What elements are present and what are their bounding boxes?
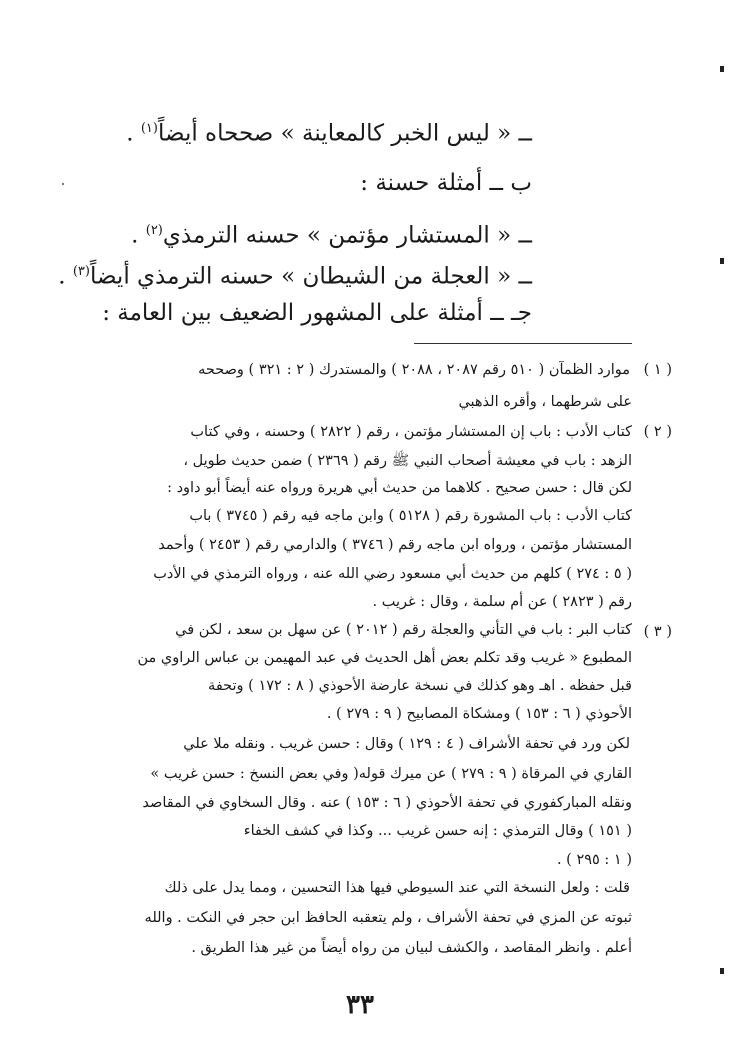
main-line-3-end: . <box>131 222 139 249</box>
closing-line-3: أعلم . وانظر المقاصد ، والكشف لبيان من رواه أيضاً من غير هذا الطريق . <box>191 940 632 956</box>
footnote-2-line-6: ( ٥ : ٢٧٤ ) كلهم من حديث أبي مسعود رضي الله عنه ، ورواه الترمذي في الأدب <box>153 566 632 582</box>
page-edge-mark-bottom <box>720 968 724 974</box>
scan-speck <box>62 183 64 185</box>
footnote-3-line-3: قبل حفظه . اهـ وهو كذلك في نسخة عارضة الأحوذي ( ٨ : ١٧٢ ) وتحفة <box>208 678 632 694</box>
footnote-1-line-2: على شرطهما ، وأقره الذهبي <box>458 394 632 410</box>
main-line-2 <box>360 166 532 200</box>
footnote-number-3: ( ٣ ) <box>643 624 672 640</box>
page-number: ٣٣ <box>346 990 374 1020</box>
footnote-3-line-8: ( ١٥١ ) وقال الترمذي : إنه حسن غريب ... وكذا في كشف الخفاء <box>243 823 632 839</box>
main-line-1 <box>126 112 532 151</box>
footnote-3-line-5: لكن ورد في تحفة الأشراف ( ٤ : ١٢٩ ) وقال : حسن غريب . ونقله ملا علي <box>183 736 630 752</box>
footnote-2-line-3: لكن قال : حسن صحيح . كلاهما من حديث أبي هريرة ورواه عنه أيضاً أبو داود : <box>167 480 632 496</box>
main-line-4-end: . <box>58 263 66 290</box>
page-edge-mark-middle <box>720 258 724 264</box>
footnote-3-line-7: ونقله المباركفوري في تحفة الأحوذي ( ٦ : ١٥٣ ) عنه . وقال السخاوي في المقاصد <box>142 795 632 811</box>
footnote-2-line-5: المستشار مؤتمن ، ورواه ابن ماجه رقم ( ٣٧٤٦ ) والدارمي رقم ( ٢٤٥٣ ) وأحمد <box>158 537 632 553</box>
main-line-4 <box>58 255 532 294</box>
main-line-4-text: ــ « العجلة من الشيطان » حسنه الترمذي أيضاً <box>89 263 532 290</box>
footnote-2-line-4: كتاب الأدب : باب المشورة رقم ( ٥١٢٨ ) وابن ماجه فيه رقم ( ٣٧٤٥ ) باب <box>189 508 632 524</box>
footnote-3-line-4: الأحوذي ( ٦ : ١٥٣ ) ومشكاة المصابيح ( ٩ : ٢٧٩ ) . <box>326 706 632 722</box>
footnote-separator <box>414 343 632 344</box>
footnote-2-line-7: رقم ( ٢٨٢٣ ) عن أم سلمة ، وقال : غريب . <box>372 594 632 610</box>
main-line-5-text: جـ ــ أمثلة على المشهور الضعيف بين العامة : <box>102 300 532 326</box>
page-edge-mark-top <box>720 66 724 72</box>
footnote-3-line-6: القاري في المرقاة ( ٩ : ٢٧٩ ) عن ميرك قوله( وفي بعض النسخ : حسن غريب » <box>150 766 632 782</box>
main-line-3-text: ــ « المستشار مؤتمن » حسنه الترمذي <box>162 222 532 249</box>
footnote-number-1: ( ١ ) <box>643 362 672 378</box>
main-line-2-text: ب ــ أمثلة حسنة : <box>360 170 532 196</box>
footnote-3-line-9: ( ١ : ٢٩٥ ) . <box>556 852 632 868</box>
main-line-1-end: . <box>126 120 134 147</box>
footnote-3-line-2: المطبوع « غريب وقد تكلم بعض أهل الحديث في عبد المهيمن بن عباس الراوي من <box>137 650 632 666</box>
footnote-ref-1: (١) <box>140 121 158 136</box>
closing-line-1: قلت : ولعل النسخة التي عند السيوطي فيها هذا التحسين ، ومما يدل على ذلك <box>164 880 630 896</box>
footnote-2-line-2: الزهد : باب في معيشة أصحاب النبي ﷺ رقم ( ٢٣٦٩ ) ضمن حديث طويل ، <box>183 453 632 469</box>
footnote-ref-2: (٢) <box>145 223 163 238</box>
footnote-number-2: ( ٢ ) <box>643 424 672 440</box>
main-line-1-text: ــ « ليس الخبر كالمعاينة » صححاه أيضاً <box>157 120 532 147</box>
footnote-3-line-1: كتاب البر : باب في التأني والعجلة رقم ( ٢٠١٢ ) عن سهل بن سعد ، لكن في <box>175 622 632 638</box>
closing-line-2: ثبوته عن المزي في تحفة الأشراف ، ولم يتعقبه الحافظ ابن حجر في النكت . والله <box>144 910 632 926</box>
footnote-ref-3: (٣) <box>72 264 90 279</box>
footnote-2-line-1: كتاب الأدب : باب إن المستشار مؤتمن ، رقم ( ٢٨٢٢ ) وحسنه ، وفي كتاب <box>190 424 632 440</box>
footnote-1-line-1: موارد الظمآن ( ٥١٠ رقم ٢٠٨٧ ، ٢٠٨٨ ) والمستدرك ( ٢ : ٣٢١ ) وصححه <box>198 362 630 378</box>
main-line-3 <box>131 214 532 253</box>
main-line-5 <box>102 296 532 330</box>
